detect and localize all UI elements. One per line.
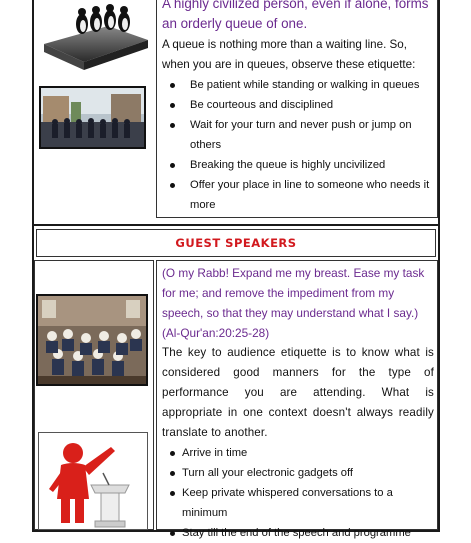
list-item: Stay till the end of the speech and programme bbox=[162, 523, 434, 543]
audience-etiquette-list bbox=[162, 443, 434, 543]
queue-etiquette-list bbox=[162, 75, 434, 215]
guest-text bbox=[162, 263, 434, 543]
list-item: Arrive in time bbox=[162, 443, 434, 463]
list-item: Be patient while standing or walking in queues bbox=[162, 75, 434, 95]
audience-etiquette-paragraph: The key to audience etiquette is to know what is considered good manners for the type of performance you are attending. What is appropriate in one context doesn't always readily translate to another. bbox=[162, 346, 434, 439]
people-queue-photo bbox=[39, 86, 146, 149]
queue-lead-quote: A highly civilized person, even if alone, forms an orderly queue of one. bbox=[162, 0, 429, 31]
list-item: Keep private whispered conversations to a minimum bbox=[162, 483, 434, 523]
section-divider bbox=[34, 222, 438, 226]
penguins-queue-image bbox=[38, 0, 150, 72]
queue-text bbox=[162, 0, 434, 215]
speaker-podium-image bbox=[38, 432, 148, 530]
list-item: Be courteous and disciplined bbox=[162, 95, 434, 115]
list-item: Offer your place in line to someone who needs it more bbox=[162, 175, 434, 215]
list-item: Breaking the queue is highly uncivilized bbox=[162, 155, 434, 175]
quran-quote: (O my Rabb! Expand me my breast. Ease my task for me; and remove the impediment from my speech, so that they may understand what I say.) bbox=[162, 266, 425, 320]
guest-speakers-heading: GUEST SPEAKERS bbox=[175, 236, 297, 250]
queue-intro: A queue is nothing more than a waiting line. So, when you are in queues, observe these etiquette: bbox=[162, 38, 416, 71]
quran-citation: (Al-Qur'an:20:25-28) bbox=[162, 326, 270, 340]
list-item: Wait for your turn and never push or jump on others bbox=[162, 115, 434, 155]
audience-hall-photo bbox=[36, 294, 148, 386]
list-item: Turn all your electronic gadgets off bbox=[162, 463, 434, 483]
